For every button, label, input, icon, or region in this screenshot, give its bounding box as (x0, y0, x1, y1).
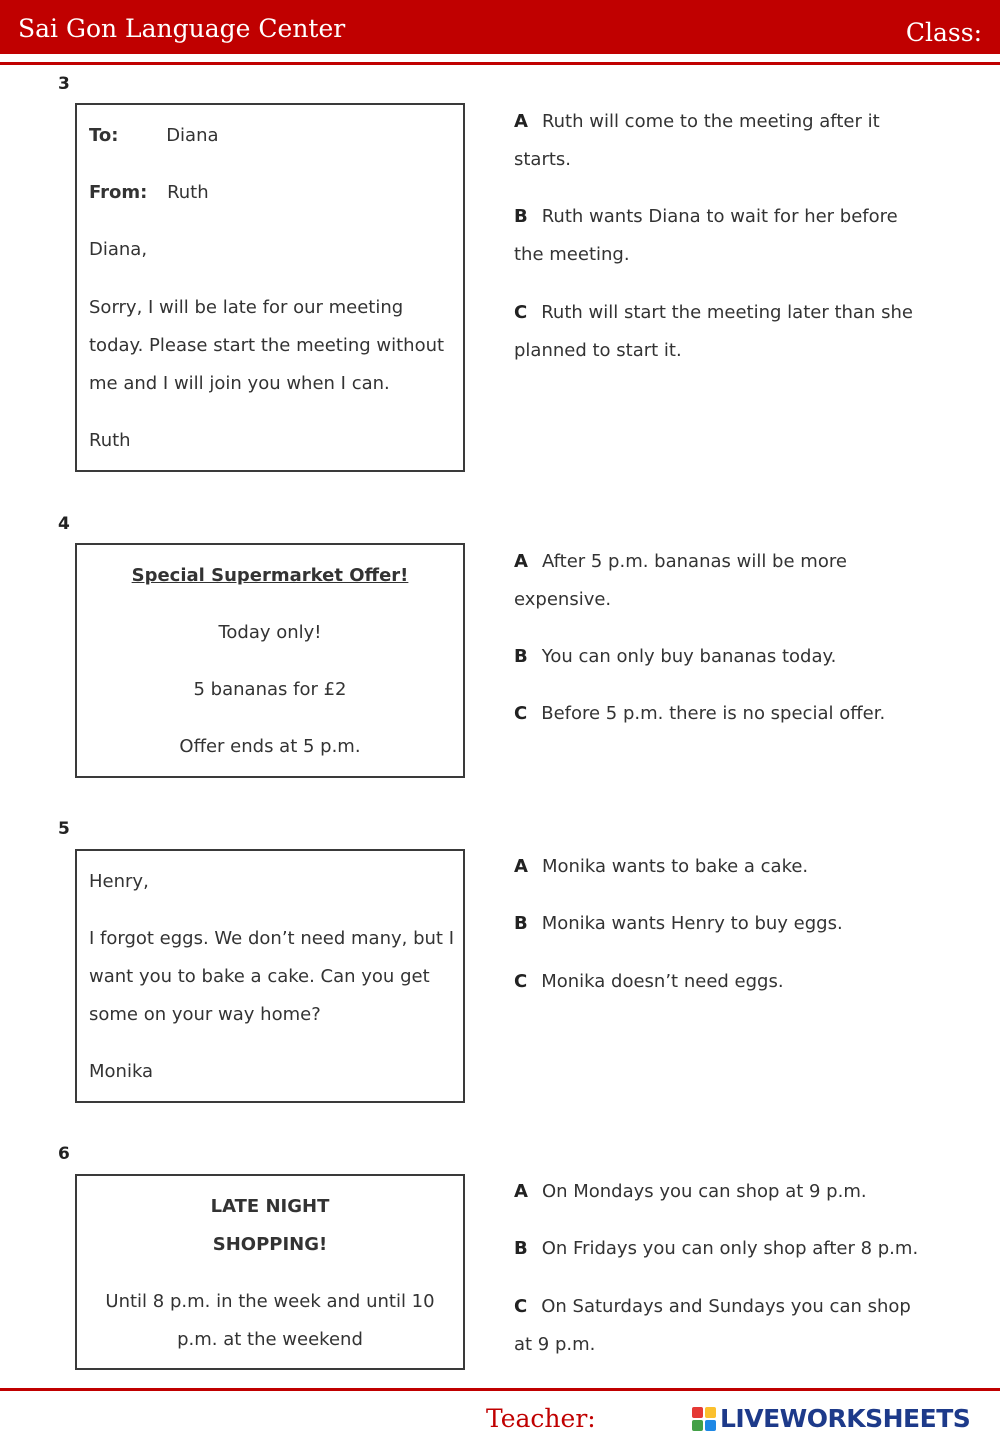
option-letter: C (514, 302, 528, 323)
notice-line: Offer ends at 5 p.m. (179, 736, 361, 757)
greeting: Diana, (89, 239, 148, 260)
logo-grid-icon (692, 1407, 716, 1431)
signature: Ruth (89, 430, 131, 451)
option-5a[interactable] (514, 856, 808, 877)
option-letter: A (514, 111, 528, 132)
question-number-5: 5 (58, 819, 70, 839)
option-3b-cont: the meeting. (514, 244, 630, 265)
option-6a[interactable] (514, 1181, 867, 1202)
from-value: Ruth (167, 182, 209, 203)
center-name: Sai Gon Language Center (18, 14, 346, 43)
to-value: Diana (166, 125, 219, 146)
option-text: On Mondays you can shop at 9 p.m. (541, 1181, 867, 1202)
greeting: Henry, (89, 871, 149, 892)
notice-box-3 (75, 103, 465, 472)
option-letter: C (514, 703, 528, 724)
option-letter: B (514, 1238, 528, 1259)
notice-box-6 (75, 1174, 465, 1370)
from-label: From: (89, 182, 148, 203)
notice-title: LATE NIGHT (210, 1196, 330, 1217)
option-6b[interactable] (514, 1238, 918, 1259)
body-line: some on your way home? (89, 1004, 321, 1025)
option-letter: B (514, 913, 528, 934)
notice-line: Until 8 p.m. in the week and until 10 (105, 1291, 435, 1312)
notice-box-4 (75, 543, 465, 778)
option-letter: A (514, 551, 528, 572)
option-letter: B (514, 206, 528, 227)
option-3c[interactable] (514, 302, 913, 323)
to-line (89, 125, 219, 146)
signature: Monika (89, 1061, 154, 1082)
class-label: Class: (905, 18, 982, 47)
notice-box-5 (75, 849, 465, 1103)
option-letter: C (514, 971, 528, 992)
option-3c-cont: planned to start it. (514, 340, 682, 361)
liveworksheets-logo (692, 1404, 970, 1433)
option-3a[interactable] (514, 111, 880, 132)
notice-line: 5 bananas for £2 (193, 679, 347, 700)
option-letter: A (514, 856, 528, 877)
body-line: today. Please start the meeting without (89, 335, 445, 356)
option-6c-cont: at 9 p.m. (514, 1334, 596, 1355)
option-text: Monika wants to bake a cake. (541, 856, 809, 877)
question-number-4: 4 (58, 514, 70, 534)
teacher-label: Teacher: (486, 1404, 596, 1433)
header-bar (0, 0, 1000, 54)
option-text: Ruth will come to the meeting after it (541, 111, 880, 132)
option-6c[interactable] (514, 1296, 911, 1317)
body-line: I forgot eggs. We don’t need many, but I (89, 928, 455, 949)
option-text: You can only buy bananas today. (541, 646, 837, 667)
option-4a[interactable] (514, 551, 847, 572)
body-line: me and I will join you when I can. (89, 373, 390, 394)
notice-line: Today only! (218, 622, 322, 643)
to-label: To: (89, 125, 119, 146)
logo-text: LIVEWORKSHEETS (720, 1404, 971, 1433)
notice-title: Special Supermarket Offer! (131, 565, 409, 586)
option-3a-cont: starts. (514, 149, 572, 170)
option-letter: C (514, 1296, 528, 1317)
option-letter: B (514, 646, 528, 667)
option-4c[interactable] (514, 703, 885, 724)
option-letter: A (514, 1181, 528, 1202)
option-text: Before 5 p.m. there is no special offer. (541, 703, 886, 724)
option-text: Monika wants Henry to buy eggs. (541, 913, 843, 934)
option-text: On Fridays you can only shop after 8 p.m. (541, 1238, 919, 1259)
option-text: After 5 p.m. bananas will be more (541, 551, 847, 572)
from-line (89, 182, 209, 203)
notice-line: p.m. at the weekend (177, 1329, 363, 1350)
option-5b[interactable] (514, 913, 843, 934)
option-4b[interactable] (514, 646, 836, 667)
body-line: Sorry, I will be late for our meeting (89, 297, 404, 318)
option-3b[interactable] (514, 206, 898, 227)
question-number-3: 3 (58, 74, 70, 94)
footer-divider (0, 1388, 1000, 1391)
option-text: Ruth will start the meeting later than she (541, 302, 913, 323)
body-line: want you to bake a cake. Can you get (89, 966, 430, 987)
notice-title: SHOPPING! (212, 1234, 328, 1255)
header-divider (0, 62, 1000, 65)
option-text: Monika doesn’t need eggs. (541, 971, 784, 992)
option-text: Ruth wants Diana to wait for her before (541, 206, 898, 227)
option-5c[interactable] (514, 971, 784, 992)
question-number-6: 6 (58, 1144, 70, 1164)
option-text: On Saturdays and Sundays you can shop (541, 1296, 911, 1317)
option-4a-cont: expensive. (514, 589, 612, 610)
